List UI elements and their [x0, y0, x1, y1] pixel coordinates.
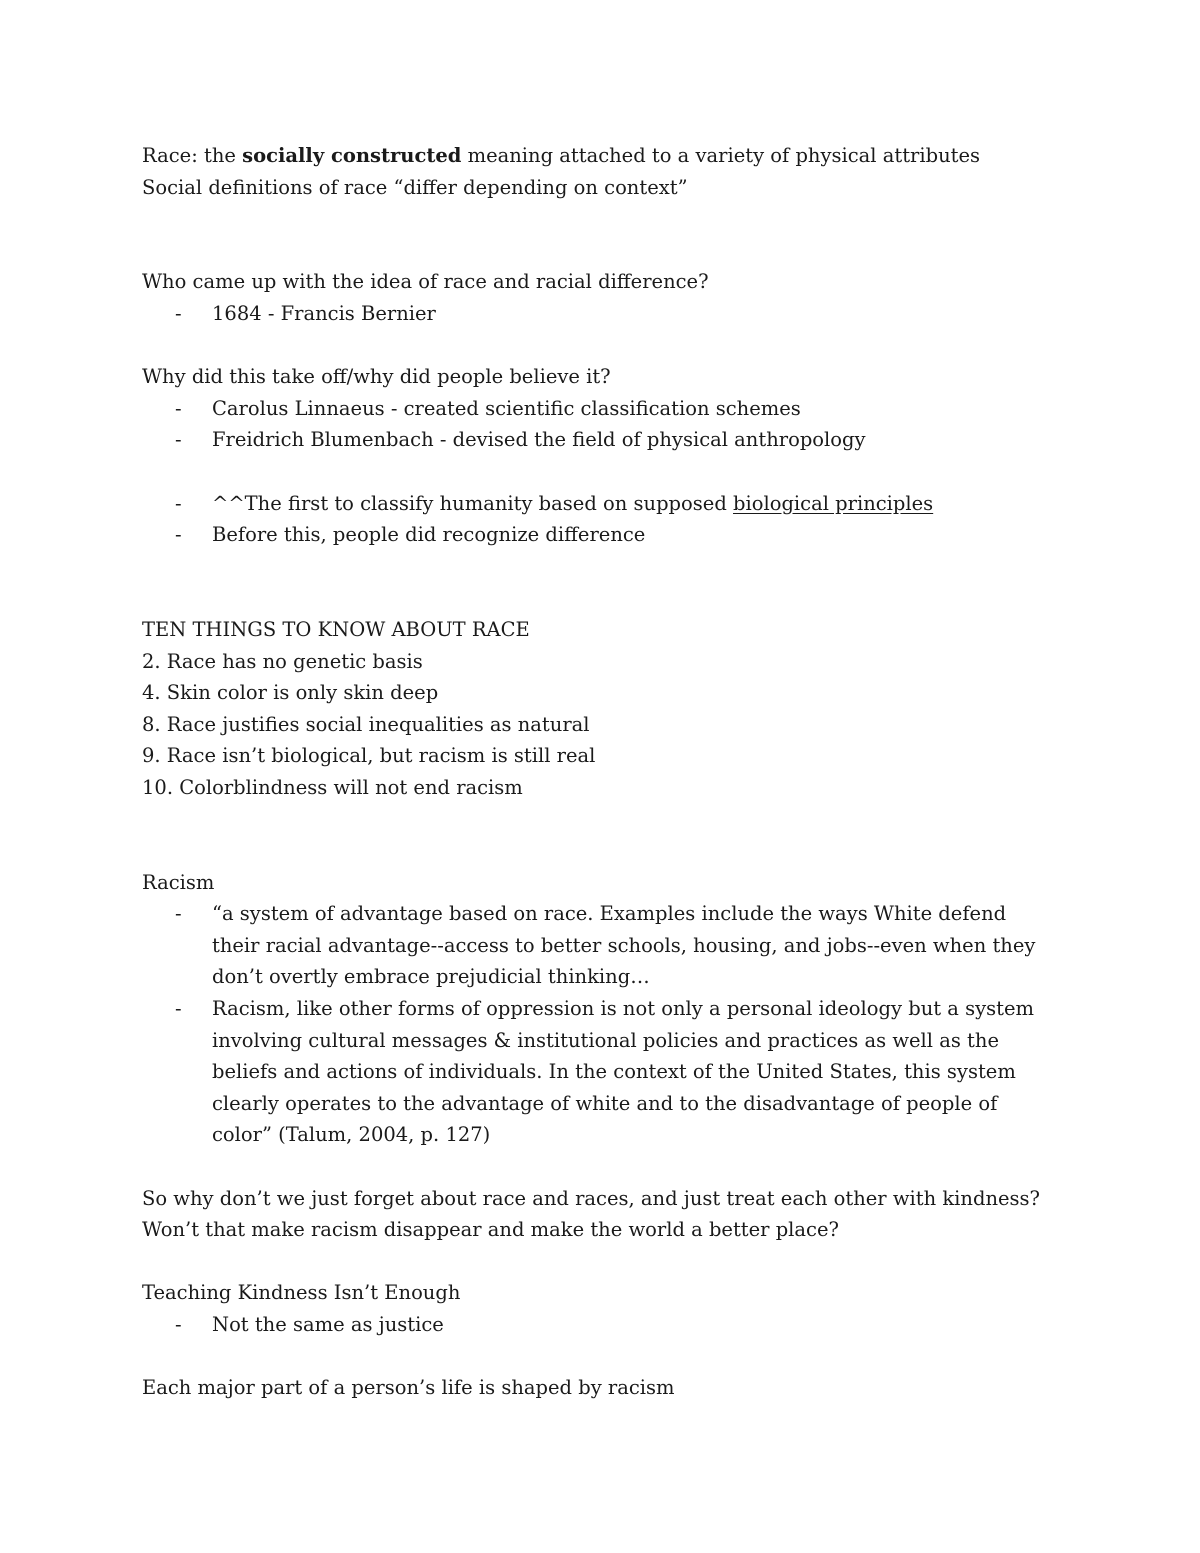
- list-item: [142, 898, 1072, 993]
- text-line: beliefs and actions of individuals. In the context of the United States, this system: [212, 1060, 1016, 1084]
- dash-bullet: -: [175, 428, 182, 452]
- list-item: [142, 1309, 1072, 1341]
- dash-bullet: -: [175, 491, 182, 515]
- belief-question: Why did this take off/why did people believe it?: [142, 365, 611, 389]
- belief-list: [142, 393, 1072, 456]
- dash-bullet: -: [175, 301, 182, 325]
- list-item-text: Not the same as justice: [212, 1312, 444, 1336]
- list-item-text: Freidrich Blumenbach - devised the field of physical anthropology: [212, 428, 866, 452]
- list-item-text: 1684 - Francis Bernier: [212, 301, 436, 325]
- list-item: [142, 488, 1072, 520]
- ten-things-item: 2. Race has no genetic basis: [142, 649, 423, 673]
- kindness-question-line: Won’t that make racism disappear and make the world a better place?: [142, 1218, 839, 1242]
- origin-question: Who came up with the idea of race and racial difference?: [142, 270, 709, 294]
- spacer: [142, 551, 1072, 614]
- race-definition: [142, 140, 1072, 172]
- spacer: [142, 456, 1072, 488]
- ten-things-item: 4. Skin color is only skin deep: [142, 681, 439, 705]
- spacer: [142, 1246, 1072, 1278]
- spacer: [142, 203, 1072, 266]
- list-item-text: ^^The first to classify humanity based on supposed: [212, 491, 734, 515]
- list-item: [142, 993, 1072, 1151]
- text-line: color” (Talum, 2004, p. 127): [212, 1123, 491, 1147]
- racism-list: [142, 898, 1072, 1151]
- list-item-text: Carolus Linnaeus - created scientific classification schemes: [212, 396, 801, 420]
- social-definitions-line: Social definitions of race “differ depending on context”: [142, 175, 688, 199]
- ten-things-item: 8. Race justifies social inequalities as natural: [142, 712, 590, 736]
- teaching-list: [142, 1309, 1072, 1341]
- origin-list: [142, 298, 1072, 330]
- list-item-text: [212, 993, 1072, 1151]
- teaching-kindness-heading: Teaching Kindness Isn’t Enough: [142, 1281, 461, 1305]
- spacer: [142, 1151, 1072, 1183]
- text-line: involving cultural messages & institutional policies and practices as well as the: [212, 1028, 999, 1052]
- text-line: their racial advantage--access to better schools, housing, and jobs--even when they: [212, 933, 1036, 957]
- list-item-text: [212, 898, 1072, 993]
- text-line: Racism, like other forms of oppression is not only a personal ideology but a system: [212, 997, 1035, 1021]
- spacer: [142, 803, 1072, 866]
- dash-bullet: -: [175, 396, 182, 420]
- dash-bullet: -: [175, 902, 182, 926]
- spacer: [142, 330, 1072, 362]
- ten-things-item: 9. Race isn’t biological, but racism is still real: [142, 744, 596, 768]
- list-item: [142, 519, 1072, 551]
- underlined-text: biological principles: [733, 491, 934, 515]
- list-item: [142, 424, 1072, 456]
- text-line: clearly operates to the advantage of white and to the disadvantage of people of: [212, 1091, 998, 1115]
- list-item-text: Before this, people did recognize difference: [212, 523, 646, 547]
- kindness-question-line: So why don’t we just forget about race and races, and just treat each other with kindness?: [142, 1186, 1041, 1210]
- text-line: “a system of advantage based on race. Examples include the ways White defend: [212, 902, 1007, 926]
- ten-things-item: 10. Colorblindness will not end racism: [142, 775, 523, 799]
- list-item: [142, 298, 1072, 330]
- race-definition-prefix: Race: the: [142, 144, 243, 167]
- dash-bullet: -: [175, 1312, 182, 1336]
- race-definition-suffix: meaning attached to a variety of physical attributes: [461, 144, 981, 167]
- closing-line: Each major part of a person’s life is shaped by racism: [142, 1376, 675, 1400]
- text-line: don’t overtly embrace prejudicial thinking…: [212, 965, 650, 989]
- document-content: [142, 140, 1072, 1404]
- ten-things-heading: TEN THINGS TO KNOW ABOUT RACE: [142, 617, 530, 641]
- dash-bullet: -: [175, 523, 182, 547]
- list-item: [142, 393, 1072, 425]
- spacer: [142, 1341, 1072, 1373]
- dash-bullet: -: [175, 997, 182, 1021]
- belief-list-continued: [142, 488, 1072, 551]
- race-definition-bold: socially constructed: [242, 144, 462, 167]
- racism-heading: Racism: [142, 870, 215, 894]
